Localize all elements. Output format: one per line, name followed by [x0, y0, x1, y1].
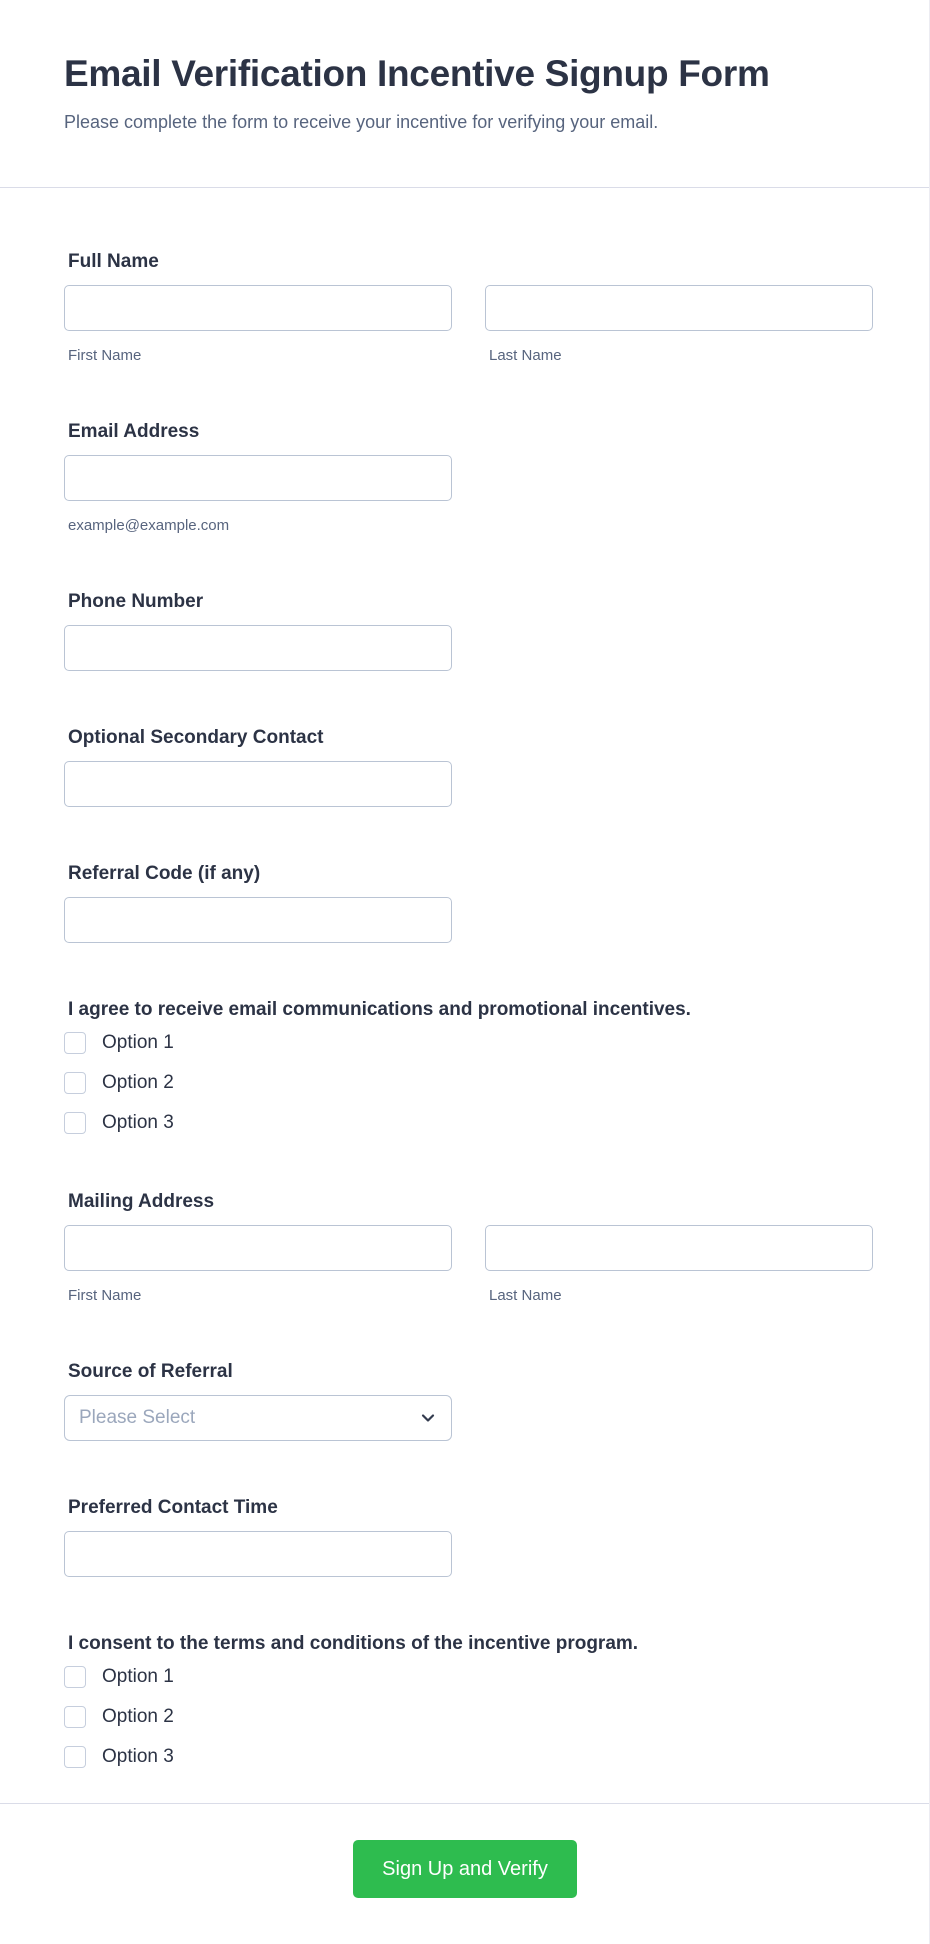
agree-option-1-row[interactable] [64, 1031, 873, 1055]
consent-option-3-label[interactable]: Option 3 [102, 1746, 174, 1767]
email-sublabel: example@example.com [68, 517, 230, 534]
mailing-last-name-col [485, 1225, 873, 1305]
field-consent-terms [64, 1632, 873, 1769]
form-header [0, 0, 930, 187]
consent-option-1-label[interactable]: Option 1 [102, 1666, 174, 1687]
secondary-contact-label: Optional Secondary Contact [68, 727, 324, 748]
mailing-address-label: Mailing Address [68, 1191, 215, 1212]
form-footer [0, 1803, 930, 1898]
field-email-address [64, 420, 873, 535]
select-placeholder: Please Select [79, 1407, 196, 1428]
agree-option-1-label[interactable]: Option 1 [102, 1032, 174, 1053]
mailing-first-name-input[interactable] [64, 1225, 452, 1271]
mailing-last-name-input[interactable] [485, 1225, 873, 1271]
consent-terms-label: I consent to the terms and conditions of the incentive program. [68, 1633, 639, 1654]
field-mailing-address [64, 1190, 873, 1305]
email-input[interactable] [64, 455, 452, 501]
consent-option-2-label[interactable]: Option 2 [102, 1706, 174, 1727]
consent-option-1-checkbox[interactable] [64, 1666, 86, 1688]
agree-option-2-row[interactable] [64, 1071, 873, 1095]
first-name-sublabel: First Name [68, 347, 142, 364]
referral-code-input[interactable] [64, 897, 452, 943]
consent-option-2-checkbox[interactable] [64, 1706, 86, 1728]
consent-option-2-row[interactable] [64, 1705, 873, 1729]
first-name-input[interactable] [64, 285, 452, 331]
consent-option-3-row[interactable] [64, 1745, 873, 1769]
preferred-contact-time-input[interactable] [64, 1531, 452, 1577]
email-address-label: Email Address [68, 421, 200, 442]
agree-option-3-label[interactable]: Option 3 [102, 1112, 174, 1133]
field-full-name [64, 250, 873, 365]
phone-number-label: Phone Number [68, 591, 204, 612]
field-agree-communications [64, 998, 873, 1135]
chevron-down-icon [418, 1408, 438, 1428]
phone-number-input[interactable] [64, 625, 452, 671]
field-referral-code [64, 862, 873, 943]
source-of-referral-label: Source of Referral [68, 1361, 233, 1382]
agree-option-2-checkbox[interactable] [64, 1072, 86, 1094]
last-name-input[interactable] [485, 285, 873, 331]
mailing-last-name-sublabel: Last Name [489, 1287, 562, 1304]
agree-option-1-checkbox[interactable] [64, 1032, 86, 1054]
last-name-col [485, 285, 873, 365]
mailing-first-name-col [64, 1225, 452, 1305]
source-of-referral-select[interactable] [64, 1395, 452, 1441]
field-secondary-contact [64, 726, 873, 807]
consent-option-1-row[interactable] [64, 1665, 873, 1689]
field-phone-number [64, 590, 873, 671]
field-source-of-referral [64, 1360, 873, 1441]
first-name-col [64, 285, 452, 365]
referral-code-label: Referral Code (if any) [68, 863, 261, 884]
field-preferred-contact-time [64, 1496, 873, 1577]
agree-communications-label: I agree to receive email communications and promotional incentives. [68, 999, 691, 1020]
agree-option-3-row[interactable] [64, 1111, 873, 1135]
agree-option-2-label[interactable]: Option 2 [102, 1072, 174, 1093]
mailing-address-row [64, 1225, 873, 1305]
full-name-label: Full Name [68, 251, 159, 272]
page-title: Email Verification Incentive Signup Form [64, 53, 770, 94]
page-subtitle: Please complete the form to receive your incentive for verifying your email. [64, 112, 659, 132]
preferred-contact-time-label: Preferred Contact Time [68, 1497, 278, 1518]
agree-option-3-checkbox[interactable] [64, 1112, 86, 1134]
form-body [0, 188, 930, 1803]
full-name-row [64, 285, 873, 365]
secondary-contact-input[interactable] [64, 761, 452, 807]
consent-option-3-checkbox[interactable] [64, 1746, 86, 1768]
sign-up-and-verify-button[interactable]: Sign Up and Verify [353, 1840, 577, 1898]
last-name-sublabel: Last Name [489, 347, 562, 364]
mailing-first-name-sublabel: First Name [68, 1287, 142, 1304]
